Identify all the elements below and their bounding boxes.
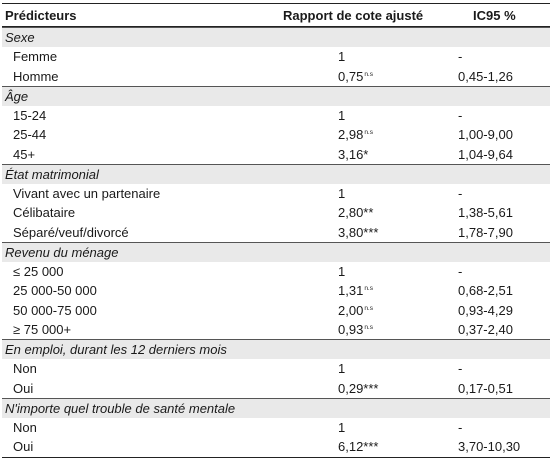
- odds-ratio-value: 0,75: [338, 68, 364, 84]
- odds-ratio-value: 1: [338, 49, 346, 65]
- group-header-row: [2, 339, 550, 359]
- group-title: Âge: [5, 88, 29, 104]
- confidence-interval-cell: 1,00-9,00: [458, 127, 513, 143]
- confidence-interval-cell: -: [458, 186, 463, 202]
- predictor-label: 15-24: [13, 108, 47, 124]
- odds-ratio-value: 2,98: [338, 127, 364, 143]
- group-title: Revenu du ménage: [5, 244, 119, 260]
- confidence-interval-cell: 1,04-9,64: [458, 146, 513, 162]
- odds-ratio-value: 6,12***: [338, 439, 379, 455]
- group-title: N'importe quel trouble de santé mentale: [5, 400, 236, 416]
- predictor-label: 25-44: [13, 127, 47, 143]
- significance-note: n.s: [364, 70, 373, 78]
- table-row: [2, 379, 550, 398]
- group-header-row: [2, 398, 550, 418]
- header-odds-ratio: Rapport de cote ajusté: [283, 7, 424, 23]
- confidence-interval-cell: 0,68-2,51: [458, 283, 513, 299]
- odds-ratio-cell: [280, 225, 443, 240]
- significance-note: n.s: [364, 285, 373, 293]
- table-row: [2, 320, 550, 339]
- table-row: [2, 281, 550, 300]
- confidence-interval-cell: 3,70-10,30: [458, 439, 521, 455]
- odds-ratio-cell: [280, 69, 443, 84]
- group-header-row: [2, 164, 550, 184]
- group-title: État matrimonial: [5, 166, 99, 182]
- odds-ratio-cell: [280, 108, 443, 123]
- table-row: [2, 145, 550, 164]
- odds-ratio-cell: [280, 283, 443, 298]
- table-row: [2, 359, 550, 378]
- odds-ratio-cell: [280, 322, 443, 337]
- significance-note: n.s: [364, 323, 373, 331]
- confidence-interval-cell: 1,78-7,90: [458, 224, 513, 240]
- odds-ratio-value: 1: [338, 186, 346, 202]
- odds-ratio-value: 2,00: [338, 302, 364, 318]
- odds-ratio-cell: [280, 439, 443, 454]
- confidence-interval-cell: 0,45-1,26: [458, 68, 513, 84]
- odds-ratio-value: 1: [338, 264, 346, 280]
- group-title: Sexe: [5, 30, 35, 46]
- odds-ratio-value: 3,16*: [338, 146, 369, 162]
- table-row: [2, 184, 550, 203]
- confidence-interval-cell: 0,37-2,40: [458, 321, 513, 337]
- predictor-label: Oui: [13, 439, 34, 455]
- confidence-interval-cell: -: [458, 49, 463, 65]
- predictor-label: 25 000-50 000: [13, 283, 97, 299]
- predictor-label: Homme: [13, 68, 59, 84]
- confidence-interval-cell: -: [458, 420, 463, 436]
- predictor-label: Séparé/veuf/divorcé: [13, 224, 129, 240]
- predictor-label: ≥ 75 000+: [13, 321, 72, 337]
- table-row: [2, 262, 550, 281]
- odds-ratio-cell: [280, 264, 443, 279]
- odds-ratio-value: 2,80**: [338, 205, 374, 221]
- table-row: [2, 418, 550, 437]
- confidence-interval-cell: -: [458, 264, 463, 280]
- group-title: En emploi, durant les 12 derniers mois: [5, 342, 227, 358]
- group-header-row: [2, 86, 550, 106]
- predictor-label: ≤ 25 000: [13, 264, 64, 280]
- odds-ratio-cell: [280, 361, 443, 376]
- odds-ratio-value: 1,31: [338, 283, 364, 299]
- odds-ratio-value: 0,29***: [338, 380, 379, 396]
- confidence-interval-cell: 0,17-0,51: [458, 380, 513, 396]
- predictor-label: Femme: [13, 49, 58, 65]
- table-row: [2, 67, 550, 86]
- odds-ratio-value: 1: [338, 420, 346, 436]
- predictor-label: Oui: [13, 380, 34, 396]
- odds-ratio-cell: [280, 127, 443, 142]
- odds-ratio-cell: [280, 186, 443, 201]
- table-row: [2, 47, 550, 66]
- odds-ratio-cell: [280, 147, 443, 162]
- table-row: [2, 106, 550, 125]
- table-row: [2, 125, 550, 144]
- group-header-row: [2, 242, 550, 262]
- odds-ratio-value: 0,93: [338, 321, 364, 337]
- table-header: [2, 3, 550, 27]
- header-predictors: Prédicteurs: [5, 7, 77, 23]
- odds-ratio-cell: [280, 420, 443, 435]
- table-row: [2, 203, 550, 222]
- predictor-label: 50 000-75 000: [13, 302, 97, 318]
- odds-ratio-cell: [280, 381, 443, 396]
- odds-ratio-cell: [280, 205, 443, 220]
- significance-note: n.s: [364, 304, 373, 312]
- odds-ratio-value: 1: [338, 108, 346, 124]
- group-header-row: [2, 27, 550, 47]
- table-body: [2, 27, 550, 458]
- header-ci: IC95 %: [473, 7, 516, 23]
- table-row: [2, 437, 550, 457]
- confidence-interval-cell: 1,38-5,61: [458, 205, 513, 221]
- predictor-label: Célibataire: [13, 205, 76, 221]
- odds-ratio-cell: [280, 49, 443, 64]
- significance-note: n.s: [364, 129, 373, 137]
- predictor-label: Non: [13, 420, 37, 436]
- confidence-interval-cell: -: [458, 361, 463, 377]
- table-row: [2, 301, 550, 320]
- predictor-label: Non: [13, 361, 37, 377]
- odds-ratio-value: 3,80***: [338, 224, 379, 240]
- table-row: [2, 223, 550, 242]
- predictor-label: Vivant avec un partenaire: [13, 186, 161, 202]
- odds-ratio-value: 1: [338, 361, 346, 377]
- odds-ratio-cell: [280, 303, 443, 318]
- predictor-label: 45+: [13, 146, 36, 162]
- confidence-interval-cell: 0,93-4,29: [458, 302, 513, 318]
- confidence-interval-cell: -: [458, 108, 463, 124]
